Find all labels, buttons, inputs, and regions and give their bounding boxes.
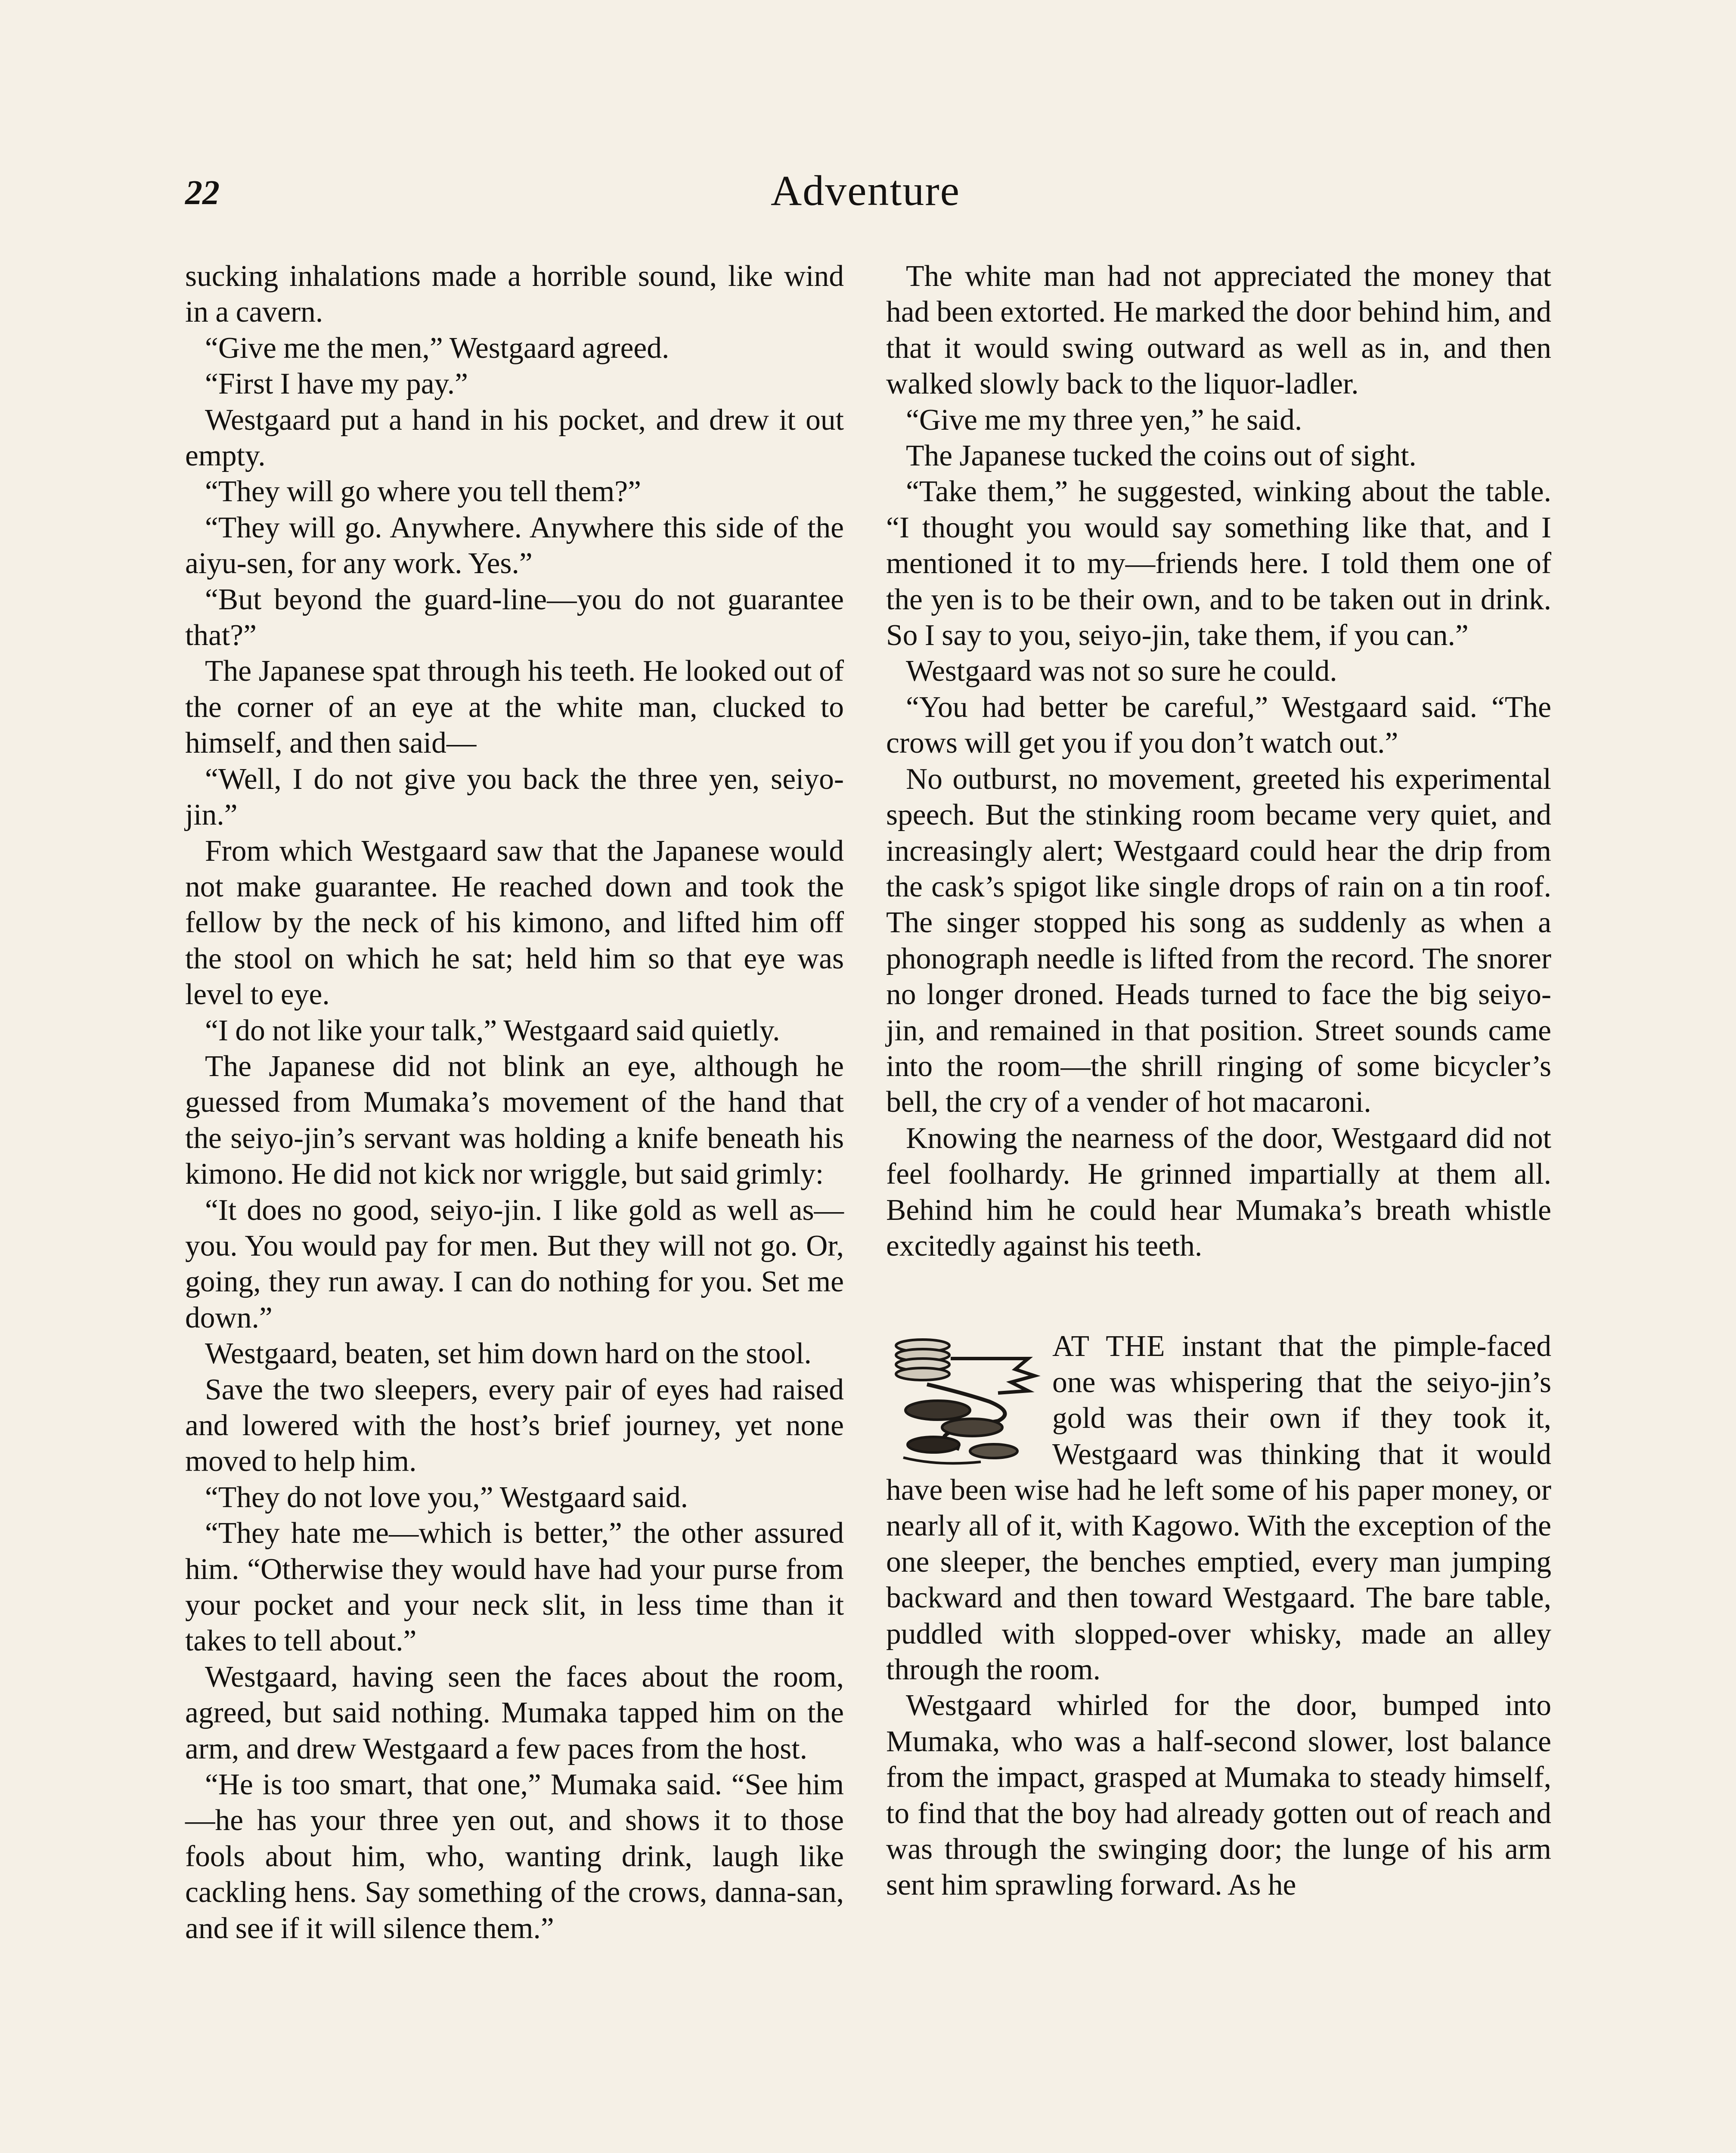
- paragraph: No outburst, no movement, greeted his experimental speech. But the stinking room became very quiet, and increasingly alert; Westgaard could hear the drip from the cask’s spigot like single drops of rain on a tin roof. The singer stopped his song as suddenly as when a phonograph needle is lifted from the record. The snorer no longer droned. Heads turned to face the big seiyo-jin, and remained in that position. Street sounds came into the room—the shrill ringing of some bicycler’s bell, the cry of a vender of hot macaroni.: [886, 762, 1551, 1119]
- paragraph: “But beyond the guard-line—you do not guarantee that?”: [185, 583, 844, 652]
- paragraph: “First I have my pay.”: [205, 367, 468, 401]
- section-ornament: [886, 1328, 1045, 1470]
- right-column: [886, 258, 1551, 1903]
- left-column: [185, 258, 844, 1946]
- paragraph: “Well, I do not give you back the three yen, seiyo-jin.”: [185, 762, 844, 832]
- paragraph: “They will go where you tell them?”: [205, 475, 641, 509]
- paragraph: “They do not love you,” Westgaard said.: [205, 1480, 688, 1514]
- magazine-title: Adventure: [770, 167, 961, 214]
- paragraph-text: instant that the pimple-faced one was whispering that the seiyo-jin’s gold was their own if they took it, Westgaard was thinking that it would have been wise had he left some of his paper money, or nearly all of it, with Kagowo. With the exception of the one sleeper, the benches emptied, every man jumping backward and then toward Westgaard. The bare table, puddled with slopped-over whisky, made an alley through the room.: [886, 1330, 1551, 1687]
- paragraph: Westgaard, beaten, set him down hard on the stool.: [205, 1337, 812, 1371]
- paragraph: “He is too smart, that one,” Mumaka said. “See him—he has your three yen out, and shows it to those fools about him, who, wanting drink, laugh like cackling hens. Say something of the crows, danna-san, and see if it will silence them.”: [185, 1768, 844, 1945]
- paragraph: Westgaard whirled for the door, bumped into Mumaka, who was a half-second slower, lost balance from the impact, grasped at Mumaka to steady himself, to find that the boy had already gotten out of reach and was through the swinging door; the lunge of his arm sent him sprawling forward. As he: [886, 1689, 1551, 1902]
- paragraph: “You had better be careful,” Westgaard said. “The crows will get you if you don’t watch out.”: [886, 690, 1551, 760]
- paragraph: “I do not like your talk,” Westgaard said quietly.: [205, 1014, 780, 1047]
- paragraph: “Give me my three yen,” he said.: [906, 403, 1302, 437]
- paragraph: “It does no good, seiyo-jin. I like gold as well as—you. You would pay for men. But they will not go. Or, going, they run away. I can do nothing for you. Set me down.”: [185, 1193, 844, 1334]
- paragraph: Westgaard put a hand in his pocket, and drew it out empty.: [185, 403, 844, 473]
- paragraph: “They hate me—which is better,” the other assured him. “Otherwise they would have had your purse from your pocket and your neck slit, in less time than it takes to tell about.”: [185, 1517, 844, 1658]
- paragraph: The Japanese tucked the coins out of sight.: [906, 439, 1417, 473]
- paragraph: Westgaard was not so sure he could.: [906, 655, 1337, 688]
- paragraph: The Japanese spat through his teeth. He looked out of the corner of an eye at the white man, clucked to himself, and then said—: [185, 655, 844, 760]
- paragraph: Knowing the nearness of the door, Westgaard did not feel foolhardy. He grinned impartially at them all. Behind him he could hear Mumaka’s breath whistle excitedly against his teeth.: [886, 1121, 1551, 1263]
- coins-ornament-icon: [886, 1328, 1045, 1470]
- paragraph: Save the two sleepers, every pair of eyes had raised and lowered with the host’s brief journey, yet none moved to help him.: [185, 1373, 844, 1478]
- lead-in: AT THE: [1052, 1330, 1166, 1363]
- paragraph: “They will go. Anywhere. Anywhere this side of the aiyu-sen, for any work. Yes.”: [185, 511, 844, 580]
- paragraph: sucking inhalations made a horrible sound, like wind in a cavern.: [185, 260, 844, 329]
- paragraph: The white man had not appreciated the money that had been extorted. He marked the door behind him, and that it would swing outward as well as in, and then walked slowly back to the liquor-ladler.: [886, 260, 1551, 401]
- paragraph: “Take them,” he suggested, winking about the table. “I thought you would say something like that, and I mentioned it to my—friends here. I told them one of the yen is to be their own, and to be taken out in drink. So I say to you, seiyo-jin, take them, if you can.”: [886, 475, 1551, 652]
- paragraph: From which Westgaard saw that the Japanese would not make guarantee. He reached down and took the fellow by the neck of his kimono, and lifted him off the stool on which he sat; held him so that eye was level to eye.: [185, 834, 844, 1011]
- page-number: 22: [185, 174, 220, 212]
- paragraph: “Give me the men,” Westgaard agreed.: [205, 331, 670, 365]
- section-break: [886, 1328, 1551, 1903]
- paragraph: The Japanese did not blink an eye, although he guessed from Mumaka’s movement of the hand that the seiyo-jin’s servant was holding a knife beneath his kimono. He did not kick nor wriggle, but said grimly:: [185, 1049, 844, 1191]
- paragraph: Westgaard, having seen the faces about the room, agreed, but said nothing. Mumaka tapped him on the arm, and drew Westgaard a few paces from the host.: [185, 1660, 844, 1765]
- page-header: [181, 166, 1550, 217]
